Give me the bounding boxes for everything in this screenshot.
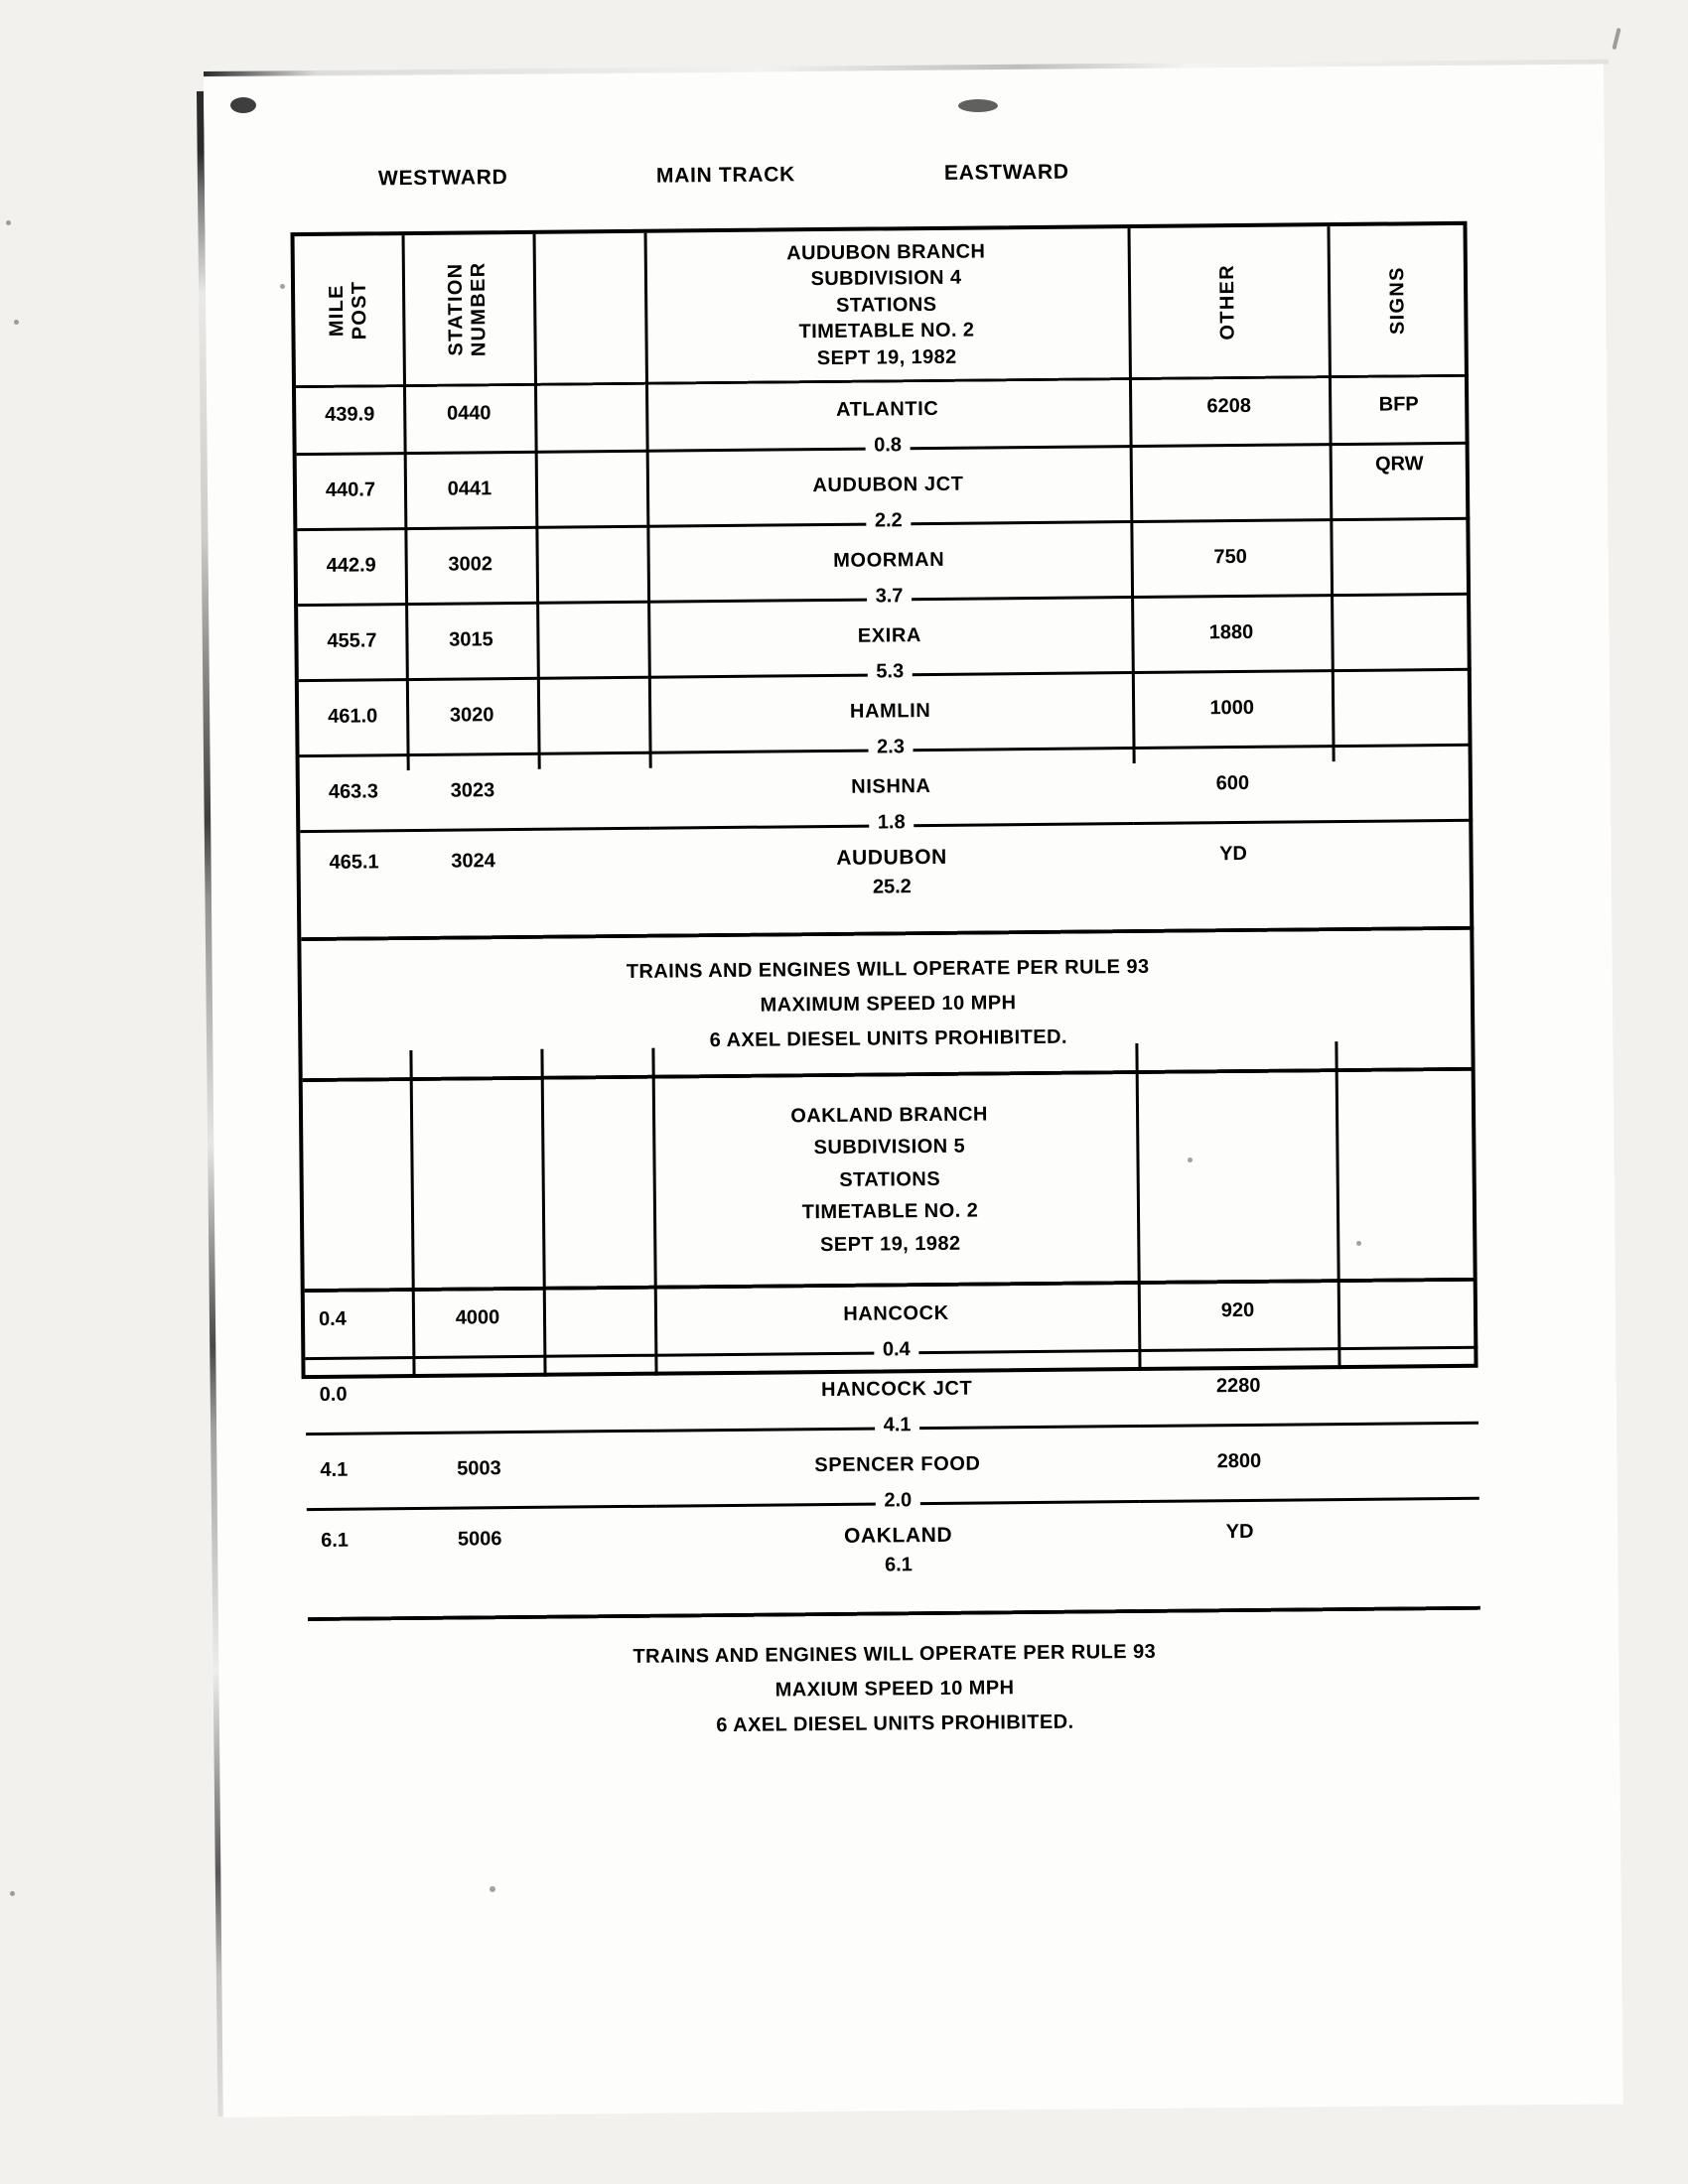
section-total-mileage: 25.2 <box>872 876 912 898</box>
oakland-operating-notes <box>308 1610 1482 1790</box>
distance-rule-right <box>1131 582 1471 607</box>
heading-westward: WESTWARD <box>377 166 508 191</box>
station-name-text: AUDUBON <box>836 845 947 870</box>
distance-rule-right <box>1139 1411 1478 1435</box>
cell-blank <box>537 687 649 742</box>
scan-speck <box>14 320 19 325</box>
cell-station-number: 4000 <box>455 1305 500 1329</box>
distance-rule-right <box>1132 657 1472 682</box>
oakland-branch-name: OAKLAND BRANCH <box>790 1103 988 1128</box>
cell-other: 920 <box>1220 1298 1255 1321</box>
heading-eastward: EASTWARD <box>943 160 1069 185</box>
cell-blank <box>543 1365 655 1420</box>
cell-station-name: MOORMAN <box>833 548 945 572</box>
cell-station-name <box>649 833 1134 934</box>
station-number-line2: NUMBER <box>467 261 491 357</box>
cell-blank <box>534 385 646 440</box>
cell-station-number: 3015 <box>449 627 493 651</box>
cell-station-name: EXIRA <box>857 623 922 647</box>
cell-station-name <box>656 1511 1141 1614</box>
cell-other: 2280 <box>1215 1374 1261 1397</box>
distance-value: 0.4 <box>874 1338 919 1361</box>
cell-mile-post: 6.1 <box>321 1529 350 1552</box>
cell-station-name: HANCOCK <box>843 1301 949 1325</box>
cell-blank <box>543 1290 655 1344</box>
cell-other <box>1130 454 1331 509</box>
distance-value: 2.3 <box>868 736 914 758</box>
cell-mile-post: 0.0 <box>319 1383 348 1406</box>
cell-station-name: NISHNA <box>851 774 931 798</box>
cell-station-number: 5003 <box>457 1456 501 1480</box>
distance-value: 0.8 <box>865 434 911 457</box>
oakland-header-row <box>303 1071 1477 1289</box>
cell-signs <box>1332 679 1473 734</box>
header-mile-post <box>295 235 403 385</box>
cell-mile-post: 439.9 <box>325 402 375 426</box>
cell-station-number: 3024 <box>451 850 495 873</box>
scan-speck <box>1612 28 1620 50</box>
header-audubon-branch <box>644 228 1129 382</box>
audubon-subdivision: SUBDIVISION 4 <box>810 266 962 291</box>
table-header-row <box>295 225 1469 385</box>
audubon-branch-title <box>644 237 1129 374</box>
oakland-subdivision: SUBDIVISION 5 <box>813 1136 966 1160</box>
cell-mile-post: 465.1 <box>329 851 379 874</box>
cell-signs <box>1339 1508 1480 1607</box>
oakland-stations-label: STATIONS <box>839 1167 941 1191</box>
distance-rule-right <box>1132 733 1472 757</box>
cell-station-name: ATLANTIC <box>835 397 939 421</box>
cell-mile-post: 4.1 <box>320 1458 349 1481</box>
audubon-note-line-2: MAXIMUM SPEED 10 MPH <box>760 991 1017 1017</box>
cell-other: 1880 <box>1208 620 1254 643</box>
audubon-stations-label: STATIONS <box>835 293 937 317</box>
cell-signs <box>1330 528 1471 583</box>
station-name-text: OAKLAND <box>843 1523 953 1548</box>
distance-value: 5.3 <box>867 660 913 683</box>
cell-blank <box>538 838 650 935</box>
scan-speck <box>6 220 11 225</box>
cell-signs <box>1338 1433 1479 1487</box>
audubon-date: SEPT 19, 1982 <box>816 345 957 369</box>
cell-blank <box>536 612 648 666</box>
cell-blank <box>545 1516 657 1615</box>
table-row <box>307 1508 1480 1617</box>
section-total-mileage: 6.1 <box>884 1554 913 1576</box>
oakland-branch-title <box>303 1094 1477 1266</box>
cell-signs: BFP <box>1378 392 1419 416</box>
station-number-line1: STATION <box>444 262 468 356</box>
oakland-date: SEPT 19, 1982 <box>819 1232 961 1256</box>
mile-post-line1: MILE <box>326 284 349 338</box>
cell-other: 6208 <box>1206 394 1252 417</box>
oakland-note-line-1: TRAINS AND ENGINES WILL OPERATE PER RULE 93 <box>633 1640 1157 1668</box>
cell-station-name: HANCOCK JCT <box>821 1377 973 1401</box>
timetable-document <box>204 64 1623 2116</box>
cell-station-number: 3023 <box>450 778 495 802</box>
distance-value: 4.1 <box>875 1414 920 1436</box>
distance-value: 2.2 <box>866 509 912 532</box>
audubon-note-line-3: 6 AXEL DIESEL UNITS PROHIBITED. <box>709 1025 1068 1051</box>
header-station-number-label <box>445 261 492 356</box>
cell-other: 750 <box>1213 545 1247 568</box>
notes-row <box>301 930 1475 1078</box>
oakland-note-line-3: 6 AXEL DIESEL UNITS PROHIBITED. <box>716 1710 1074 1737</box>
header-mile-post-label <box>326 281 372 341</box>
cell-station-number: 0440 <box>446 401 492 425</box>
cell-blank <box>544 1440 656 1495</box>
audubon-operating-notes <box>301 930 1475 1078</box>
cell-mile-post: 455.7 <box>327 628 377 652</box>
cell-mile-post: 442.9 <box>326 553 376 577</box>
cell-blank <box>538 762 650 817</box>
cell-station-name: AUDUBON JCT <box>812 473 964 496</box>
cell-mile-post: 463.3 <box>328 779 379 803</box>
cell-station-number: 5006 <box>457 1528 502 1551</box>
header-oakland-branch <box>303 1071 1477 1289</box>
table-row <box>300 830 1474 937</box>
cell-mile-post: 440.7 <box>325 478 376 501</box>
mile-post-line2: POST <box>348 280 371 341</box>
cell-signs: QRW <box>1374 453 1424 476</box>
cell-signs <box>1331 604 1472 658</box>
cell-other: YD <box>1219 842 1248 866</box>
cell-signs <box>1337 1282 1478 1336</box>
cell-blank <box>535 461 647 515</box>
cell-station-name: HAMLIN <box>849 699 931 723</box>
distance-value: 1.8 <box>869 811 914 834</box>
oakland-note-line-2: MAXIUM SPEED 10 MPH <box>774 1677 1015 1702</box>
audubon-timetable-no: TIMETABLE NO. 2 <box>798 319 975 343</box>
distance-rule-right <box>1138 1335 1477 1360</box>
direction-headings <box>205 155 1605 199</box>
cell-other: 600 <box>1215 771 1250 794</box>
header-signs <box>1327 225 1468 375</box>
heading-main-track: MAIN TRACK <box>655 163 796 188</box>
scan-speck <box>10 1891 15 1896</box>
cell-signs <box>1337 1357 1478 1412</box>
distance-value: 2.0 <box>875 1489 920 1512</box>
timetable <box>295 225 1482 1790</box>
timetable-frame <box>291 221 1478 1737</box>
cell-station-number: 3002 <box>448 552 493 576</box>
cell-mile-post: 0.4 <box>318 1307 347 1330</box>
cell-signs <box>1333 754 1474 809</box>
header-blank-column <box>533 233 645 383</box>
notes-row <box>308 1610 1482 1790</box>
distance-value: 3.7 <box>867 585 913 608</box>
cell-signs <box>1333 830 1474 927</box>
cell-station-number <box>412 1366 544 1421</box>
header-other-label: OTHER <box>1216 263 1239 341</box>
header-other <box>1128 226 1329 377</box>
cell-mile-post: 461.0 <box>328 704 378 728</box>
audubon-branch-name: AUDUBON BRANCH <box>786 239 986 264</box>
header-signs-label: SIGNS <box>1386 265 1409 335</box>
audubon-note-line-1: TRAINS AND ENGINES WILL OPERATE PER RULE 93 <box>626 955 1150 983</box>
cell-station-number: 0441 <box>447 477 492 500</box>
header-station-number <box>402 234 534 384</box>
cell-blank <box>535 536 647 591</box>
cell-other: 1000 <box>1209 696 1254 719</box>
cell-station-number: 3020 <box>449 703 494 727</box>
cell-other: 2800 <box>1216 1449 1262 1472</box>
cell-station-name: SPENCER FOOD <box>814 1452 981 1476</box>
oakland-timetable-no: TIMETABLE NO. 2 <box>801 1199 979 1224</box>
cell-other: YD <box>1225 1520 1254 1544</box>
